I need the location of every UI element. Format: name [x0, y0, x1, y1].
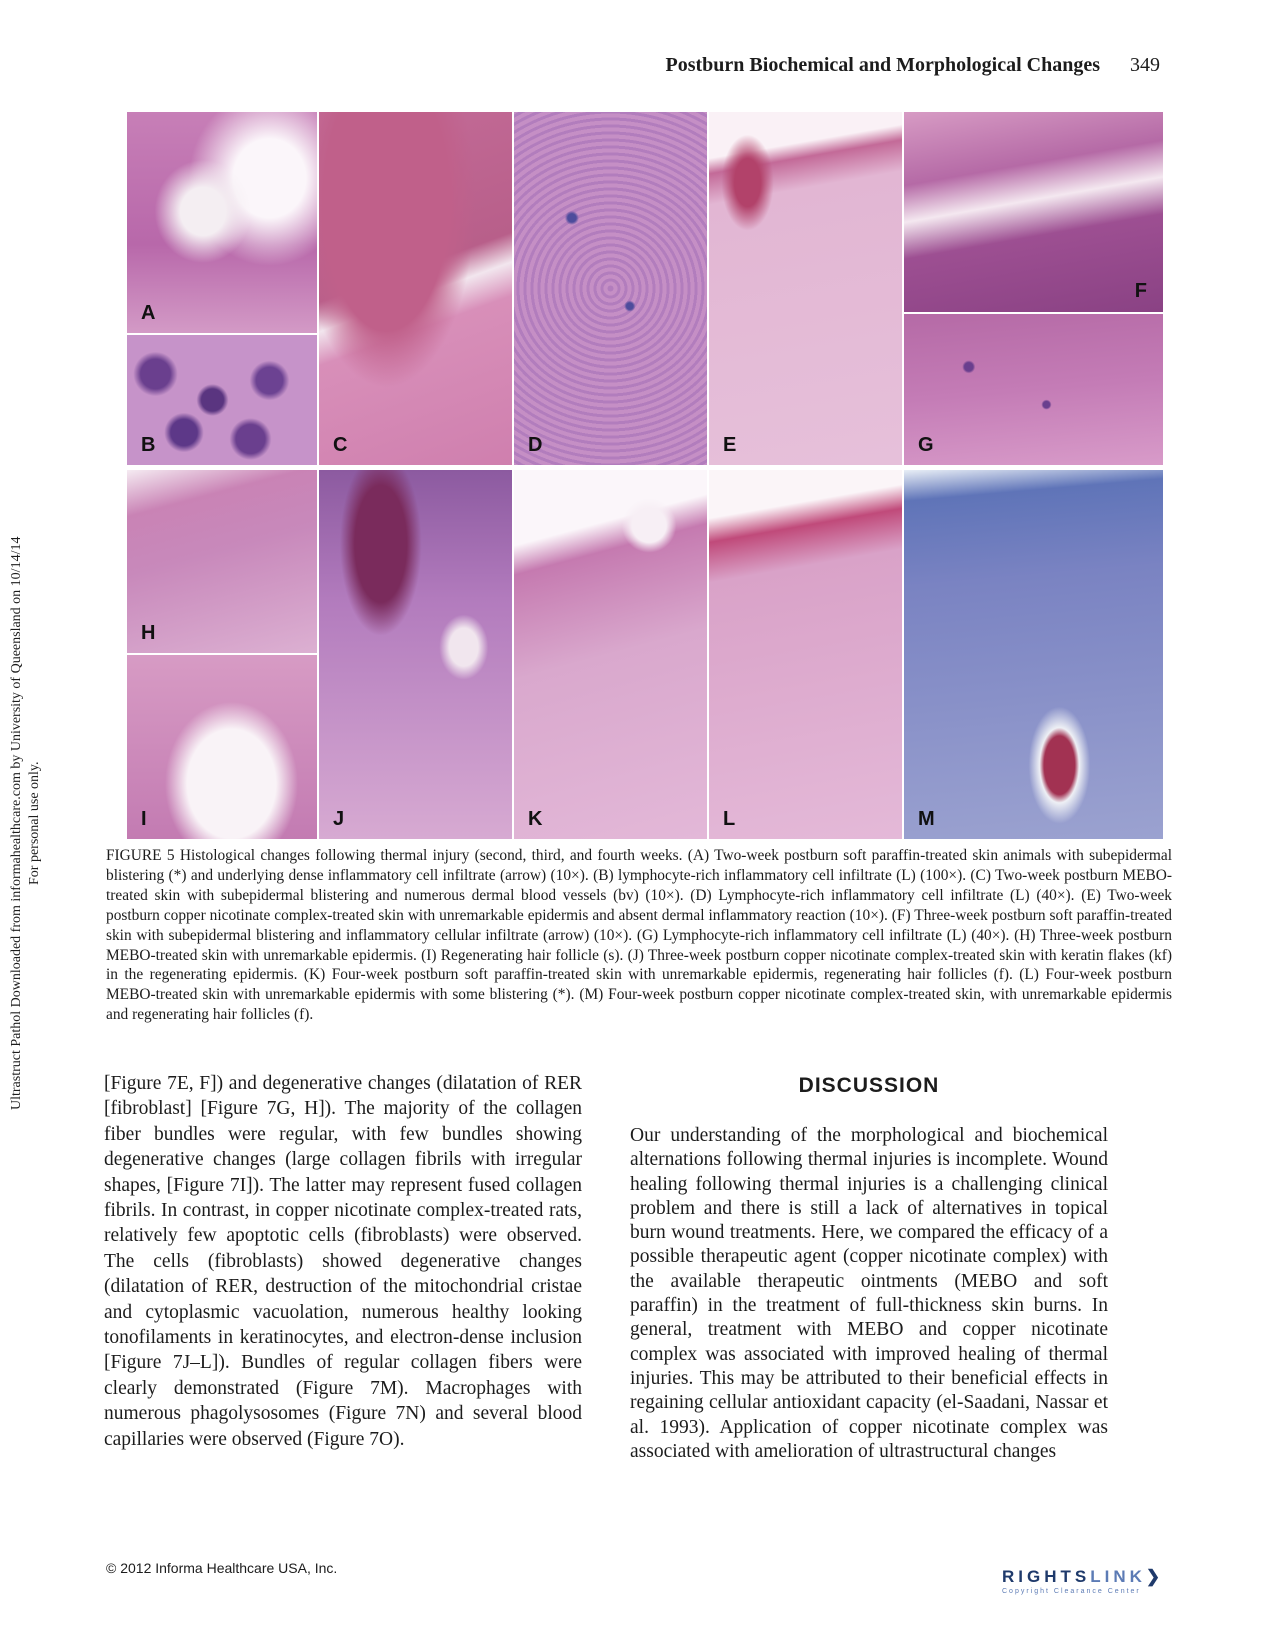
- figure-caption-text: Histological changes following thermal injury (second, third, and fourth weeks. (A) Two-week postburn soft paraffin-treated skin animals with subepidermal blistering (*) and underlying dense inflammatory cell infiltrate (arrow) (10×). (B) lymphocyte-rich inflammatory cell infiltrate (L) (100×). (C) Two-week postburn MEBO-treated skin with subepidermal blistering and numerous dermal blood vessels (bv) (10×). (D) Lymphocyte-rich inflammatory cell infiltrate (L) (40×). (E) Two-week postburn copper nicotinate complex-treated skin with unremarkable epidermis and absent dermal inflammatory reaction (10×). (F) Three-week postburn soft paraffin-treated skin with subepidermal blistering and inflammatory cellular infiltrate (arrow) (10×). (G) Lymphocyte-rich inflammatory cell infiltrate (L) (40×). (H) Three-week postburn MEBO-treated skin with unremarkable epidermis. (I) Regenerating hair follicle (s). (J) Three-week postburn copper nicotinate complex-treated skin with keratin flakes (kf) in the regenerating epidermis. (K) Four-week postburn soft paraffin-treated skin with unremarkable epidermis, regenerating hair follicles (f). (L) Four-week postburn MEBO-treated skin with unremarkable epidermis with some blistering (*). (M) Four-week postburn copper nicotinate complex-treated skin, with unremarkable epidermis and regenerating hair follicles (f).: [106, 847, 1172, 1024]
- download-note-line2: For personal use only.: [27, 761, 42, 885]
- panel-label: L: [723, 808, 736, 830]
- panel-g-image: [903, 313, 1164, 466]
- panel-d-image: [513, 111, 708, 466]
- figure-5-histology-panels: [126, 111, 1162, 838]
- body-left-column: [Figure 7E, F]) and degenerative changes (dilatation of RER [fibroblast] [Figure 7G, H]). The majority of the collagen fiber bundles were regular, with few bundles showing degenerative changes (large collagen fibrils with irregular shapes, [Figure 7I]). The latter may represent fused collagen fibrils. In contrast, in copper nicotinate complex-treated rats, relatively few apoptotic cells (fibroblasts) were observed. The cells (fibroblasts) showed degenerative changes (dilatation of RER, destruction of the mitochondrial cristae and cytoplasmic vacuolation, numerous healthy looking tonofilaments in keratinocytes, and electron-dense inclusion [Figure 7J–L]). Bundles of regular collagen fibers were clearly demonstrated (Figure 7M). Macrophages with numerous phagolysosomes (Figure 7N) and several blood capillaries were observed (Figure 7O).: [104, 1073, 582, 1450]
- running-title: Postburn Biochemical and Morphological Changes: [665, 54, 1100, 76]
- rightslink-accent: LINK: [1090, 1567, 1146, 1586]
- panel-j-image: [318, 469, 513, 840]
- panel-h-image: [126, 469, 318, 654]
- panel-c-image: [318, 111, 513, 466]
- page-number: 349: [1130, 54, 1160, 76]
- panel-k-image: [513, 469, 708, 840]
- rightslink-wordmark: [1002, 1567, 1202, 1587]
- panel-label: C: [333, 434, 348, 456]
- panel-label: D: [528, 434, 543, 456]
- panel-a-image: [126, 111, 318, 334]
- panel-label: B: [141, 434, 156, 456]
- panel-label: J: [333, 808, 345, 830]
- panel-label: E: [723, 434, 737, 456]
- panel-label: A: [141, 302, 156, 324]
- panel-i-image: [126, 654, 318, 840]
- panel-b-image: [126, 334, 318, 466]
- panel-label: G: [918, 434, 934, 456]
- panel-label: H: [141, 622, 156, 644]
- panel-e-image: [708, 111, 903, 466]
- panel-label: K: [528, 808, 543, 830]
- figure-caption-label: FIGURE 5: [106, 847, 175, 864]
- download-watermark: [0, 478, 52, 1168]
- running-head: [560, 54, 1160, 77]
- panel-label: I: [141, 808, 147, 830]
- figure-caption: [106, 846, 1172, 1025]
- copyright-footer: © 2012 Informa Healthcare USA, Inc.: [106, 1560, 338, 1576]
- panel-m-image: [903, 469, 1164, 840]
- panel-f-image: [903, 111, 1164, 313]
- panel-label: F: [1134, 280, 1147, 302]
- rightslink-subtitle: Copyright Clearance Center: [1002, 1588, 1141, 1595]
- download-note-line1: Ultrastruct Pathol Downloaded from informahealthcare.com by University of Queensland on 10/14/14: [9, 536, 24, 1110]
- section-heading-discussion: DISCUSSION: [798, 1074, 940, 1097]
- chevron-right-icon: ❯: [1145, 1567, 1165, 1586]
- rightslink-logo: [1002, 1567, 1202, 1607]
- rightslink-main: RIGHTS: [1002, 1567, 1091, 1586]
- panel-l-image: [708, 469, 903, 840]
- panel-label: M: [918, 808, 935, 830]
- body-right-column: Our understanding of the morphological and biochemical alternations following thermal injuries is incomplete. Wound healing following thermal injuries is a challenging clinical problem and there is still a lack of alternatives in topical burn wound treatments. Here, we compared the efficacy of a possible therapeutic agent (copper nicotinate complex) with the available therapeutic ointments (MEBO and soft paraffin) in the treatment of full-thickness skin burns. In general, treatment with MEBO and copper nicotinate complex was associated with improved healing of thermal injuries. This may be attributed to their beneficial effects in regaining cellular antioxidant capacity (el-Saadani, Nassar et al. 1993). Application of copper nicotinate complex was associated with amelioration of ultrastructural changes: [630, 1125, 1108, 1462]
